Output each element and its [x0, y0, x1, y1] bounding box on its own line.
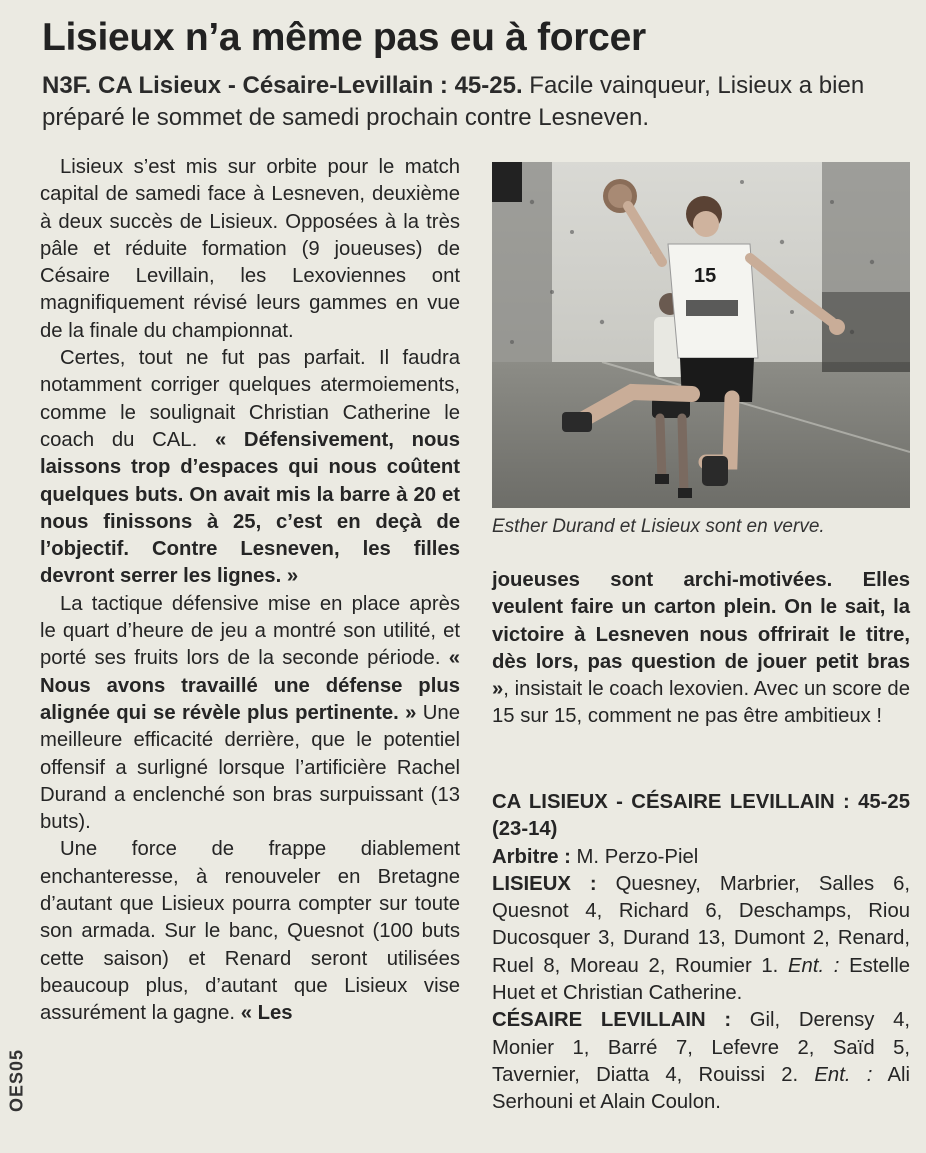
paragraph-3: [40, 591, 460, 837]
photo-caption: Esther Durand et Lisieux sont en verve.: [492, 516, 825, 537]
handball-photo: [492, 162, 910, 508]
paragraph-2: [40, 345, 460, 591]
standfirst-kicker: N3F. CA Lisieux - Césaire-Levillain : 45-25.: [42, 72, 523, 99]
referee-label: Arbitre :: [492, 845, 571, 868]
paragraph-5-text: , insistait le coach lexovien. Avec un score de 15 sur 15, comment ne pas être ambitieux !: [492, 678, 910, 728]
team2-players: Gil, Derensy 4, Monier 1, Barré 7, Lefevre 2, Saïd 5, Tavernier, Diatta 4, Rouissi 2.: [492, 1009, 910, 1086]
paragraph-1: Lisieux s’est mis sur orbite pour le match capital de samedi face à Lesneven, deuxième à deux succès de Lisieux. Opposées à la très pâle et réduite formation (9 joueuses) de Césaire Levillain, les Lexoviennes ont magnifiquement révisé leurs gammes en vue de la finale du championnat.: [40, 156, 460, 342]
article-standfirst: [42, 70, 910, 134]
coach-quote-1: « Défensivement, nous laissons trop d’espaces qui nous coûtent quelques buts. On avait mis la barre à 20 et nous finissons à 25, c’est en deçà de l’objectif. Contre Lesneven, les filles devront serrer les lignes. »: [40, 428, 461, 588]
team2-coach-label: Ent. :: [814, 1063, 873, 1086]
referee-line: [492, 844, 910, 871]
team2-lineup: [492, 1007, 910, 1116]
paragraph-2-text: Certes, tout ne fut pas parfait. Il faudra notamment corriger quelques atermoiements, comme le soulignait Christian Catherine le coach du CAL.: [40, 347, 460, 451]
team2-coaches: Ali Serhouni et Alain Coulon.: [492, 1063, 910, 1114]
paragraph-5: [492, 567, 910, 731]
standfirst-text: Facile vainqueur, Lisieux a bien préparé le sommet de samedi prochain contre Lesneven.: [42, 72, 865, 131]
team1-label: LISIEUX :: [492, 872, 597, 895]
article-left-column: [40, 154, 460, 1028]
paragraph-3-text-a: La tactique défensive mise en place après le quart d’heure de jeu a montré son utilité, et porté ses fruits lors de la seconde période.: [40, 592, 460, 670]
article-headline: Lisieux n’a même pas eu à forcer: [42, 16, 646, 59]
team1-coaches: Estelle Huet et Christian Catherine.: [492, 954, 910, 1005]
coach-quote-2: « Nous avons travaillé une défense plus alignée qui se révèle plus pertinente. »: [40, 647, 460, 724]
paragraph-3-text-b: Une meilleure efficacité derrière, que le potentiel offensif a surligné lorsque l’artificière Rachel Durand a enclenché son bras surpuissant (13 buts).: [40, 701, 460, 834]
paragraph-4-text: Une force de frappe diablement enchanteresse, à renouveler en Bretagne d’autant que Lisieux pourra compter sur toute son armada. Sur le banc, Quesnot (100 buts cette saison) et Renard seront utilisées beaucoup plus, d’autant que Lisieux vise assurément la gagne.: [40, 838, 460, 1025]
jersey-number: 15: [694, 265, 717, 287]
photo-illustration: [492, 162, 910, 508]
match-result-box: [492, 789, 910, 1117]
referee-name: M. Perzo-Piel: [570, 845, 699, 868]
edition-code-text: OES05: [6, 1048, 27, 1113]
article-right-column: [492, 567, 910, 731]
team1-lineup: [492, 871, 910, 1007]
coach-quote-3-start: « Les: [240, 1002, 293, 1025]
team1-players: Quesney, Marbrier, Salles 6, Quesnot 4, Richard 6, Deschamps, Riou Ducosquer 3, Durand 13, Dumont 2, Renard, Ruel 8, Moreau 2, Roumier 1.: [492, 872, 910, 977]
coach-quote-3-end: joueuses sont archi-motivées. Elles veulent faire un carton plein. On le sait, la victoire à Lesneven nous offrirait le titre, dès lors, pas question de jouer petit bras »: [492, 569, 910, 701]
edition-code: [2, 1040, 32, 1130]
paragraph-4: [40, 836, 460, 1027]
result-title: CA LISIEUX - CÉSAIRE LEVILLAIN : 45-25 (23-14): [492, 791, 910, 841]
team1-coach-label: Ent. :: [788, 954, 840, 977]
team2-label: CÉSAIRE LEVILLAIN :: [492, 1009, 732, 1032]
